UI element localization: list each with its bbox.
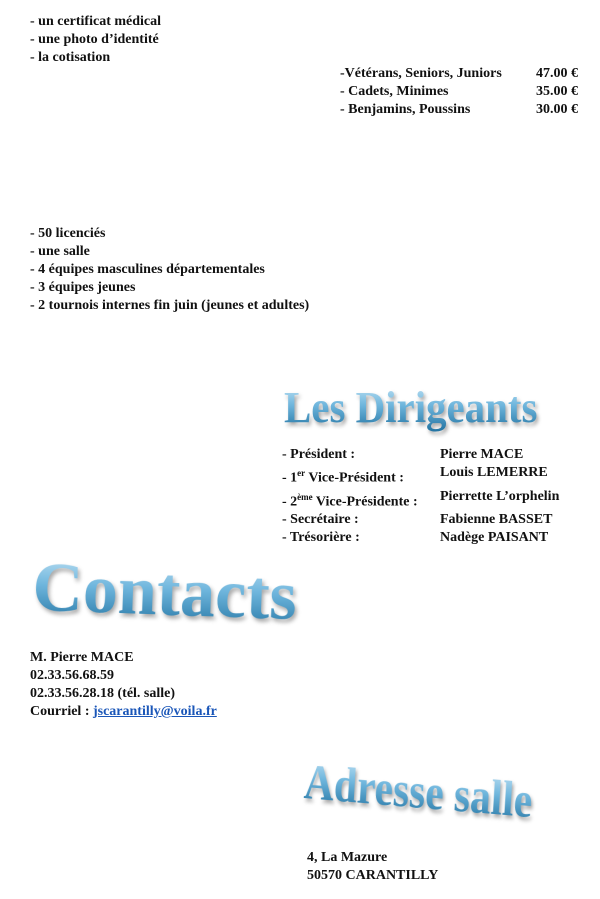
dirigeant-row bbox=[282, 529, 559, 547]
fee-row bbox=[340, 101, 578, 119]
fee-label: -Vétérans, Seniors, Juniors bbox=[340, 66, 502, 81]
adresse-block bbox=[307, 849, 438, 885]
dirigeant-role: - 2ème Vice-Présidente : bbox=[282, 491, 418, 510]
dirigeant-role: - 1er Vice-Président : bbox=[282, 468, 404, 486]
contacts-title: Contacts bbox=[31, 548, 299, 636]
list-item: - la cotisation bbox=[30, 50, 111, 65]
contact-phone: 02.33.56.68.59 bbox=[30, 668, 114, 683]
list-item: - une salle bbox=[30, 244, 90, 259]
club-facts-list bbox=[30, 225, 309, 315]
dirigeant-name: Pierrette L’orphelin bbox=[440, 488, 560, 504]
list-item: - 4 équipes masculines départementales bbox=[30, 262, 265, 277]
dirigeant-role: - Secrétaire : bbox=[282, 512, 359, 528]
email-label: Courriel : bbox=[30, 704, 93, 719]
dirigeant-row bbox=[282, 488, 559, 512]
list-item: - 2 tournois internes fin juin (jeunes et adultes) bbox=[30, 298, 310, 313]
dirigeant-row bbox=[282, 464, 559, 488]
address-postcode: 50570 CARANTILLY bbox=[307, 868, 439, 883]
list-item: - 3 équipes jeunes bbox=[30, 280, 136, 295]
dirigeant-role: - Trésorière : bbox=[282, 530, 360, 546]
dirigeant-row bbox=[282, 511, 559, 529]
list-item: - un certificat médical bbox=[30, 14, 162, 29]
adresse-title: Adresse salle bbox=[302, 752, 535, 829]
fee-price: 30.00 € bbox=[536, 102, 578, 117]
dirigeant-name: Louis LEMERRE bbox=[440, 465, 548, 480]
dirigeant-name: Fabienne BASSET bbox=[440, 512, 553, 528]
fee-row bbox=[340, 83, 578, 101]
contacts-block bbox=[30, 649, 217, 721]
list-item: - 50 licenciés bbox=[30, 226, 106, 241]
fee-price: 47.00 € bbox=[536, 66, 578, 81]
dirigeant-name: Pierre MACE bbox=[440, 447, 524, 462]
fee-price: 35.00 € bbox=[536, 84, 578, 99]
fee-label: - Cadets, Minimes bbox=[340, 84, 449, 99]
dirigeants-title: Les Dirigeants bbox=[284, 383, 538, 432]
dirigeant-row bbox=[282, 446, 559, 464]
documents-list bbox=[30, 13, 161, 67]
fees-table bbox=[340, 65, 578, 119]
dirigeants-table bbox=[282, 446, 559, 547]
dirigeant-role: - Président : bbox=[282, 447, 356, 462]
contact-phone-salle: 02.33.56.28.18 (tél. salle) bbox=[30, 686, 176, 701]
contact-name: M. Pierre MACE bbox=[30, 650, 134, 665]
address-line: 4, La Mazure bbox=[307, 850, 388, 865]
dirigeant-name: Nadège PAISANT bbox=[440, 530, 549, 546]
fee-row bbox=[340, 65, 578, 83]
list-item: - une photo d’identité bbox=[30, 32, 159, 47]
fee-label: - Benjamins, Poussins bbox=[340, 102, 471, 117]
email-link[interactable]: jscarantilly@voila.fr bbox=[92, 704, 217, 719]
contact-email-line bbox=[30, 703, 217, 721]
